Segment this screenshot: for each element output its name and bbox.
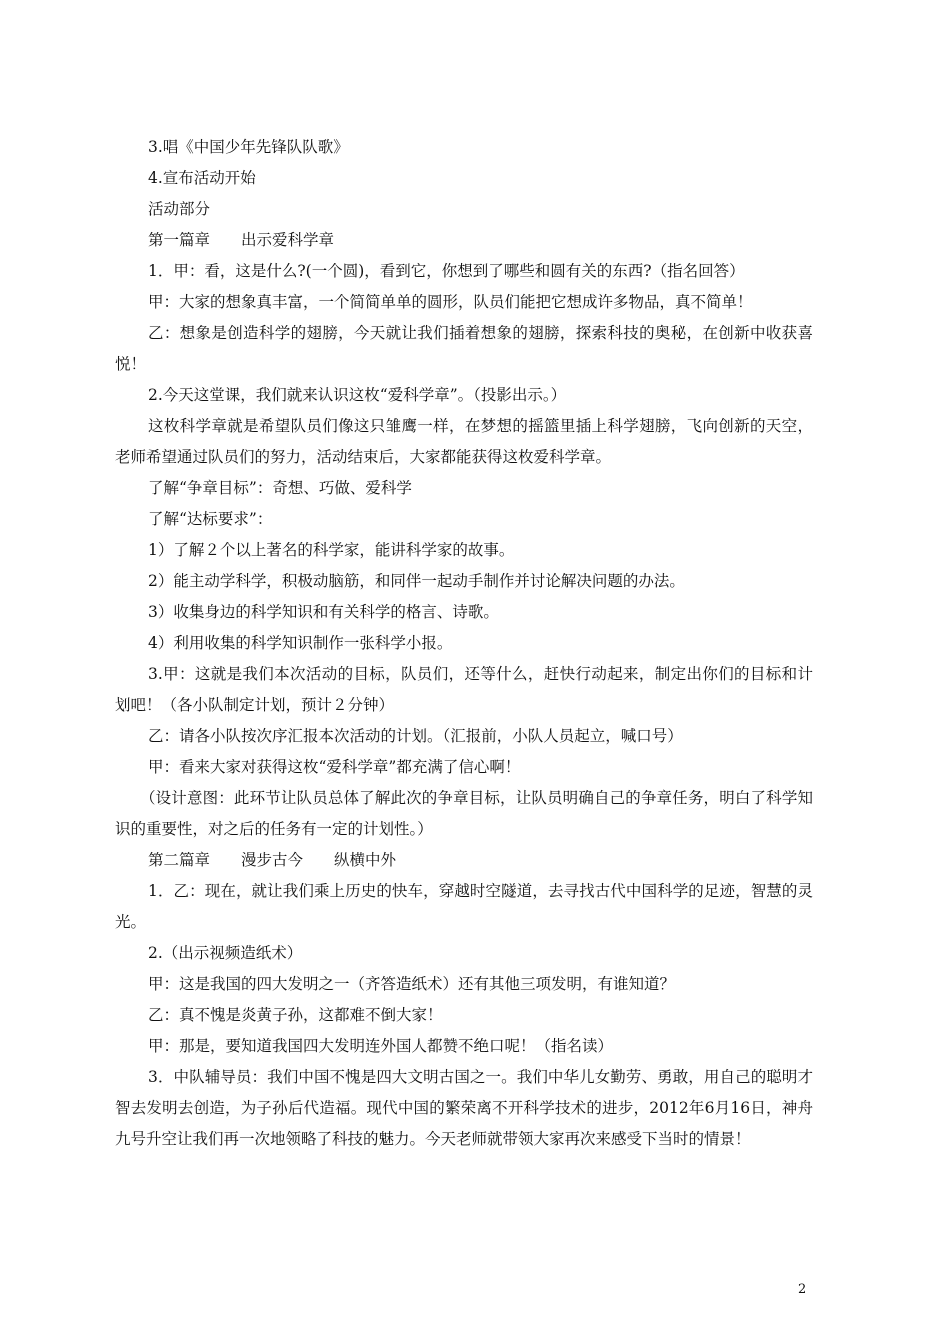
text-line: 甲：那是，要知道我国四大发明连外国人都赞不绝口呢！（指名读） bbox=[148, 1037, 614, 1055]
section-heading: 活动部分 bbox=[148, 200, 211, 218]
text-line: 甲：大家的想象真丰富，一个简简单单的圆形，队员们能把它想成许多物品，真不简单！ bbox=[148, 293, 753, 311]
text-line: 甲：这是我国的四大发明之一（齐答造纸术）还有其他三项发明，有谁知道？ bbox=[148, 975, 676, 993]
text-line: 3.唱《中国少年先锋队队歌》 bbox=[148, 138, 349, 156]
list-item: 2）能主动学科学，积极动脑筋，和同伴一起动手制作并讨论解决问题的办法。 bbox=[148, 572, 685, 590]
text-line: 2.（出示视频造纸术） bbox=[148, 944, 303, 962]
text-line: 了解“达标要求”： bbox=[148, 510, 273, 528]
paragraph: 3．中队辅导员：我们中国不愧是四大文明古国之一。我们中华儿女勤劳、勇敢，用自己的聪明才智去发明去创造，为子孙后代造福。现代中国的繁荣离不开科学技术的进步，2012年6月16日，神舟九号升空让我们再一次地领略了科技的魅力。今天老师就带领大家再次来感受下当时的情景！ bbox=[115, 1068, 813, 1148]
list-item: 3）收集身边的科学知识和有关科学的格言、诗歌。 bbox=[148, 603, 499, 621]
paragraph: 这枚科学章就是希望队员们像这只雏鹰一样，在梦想的摇篮里插上科学翅膀，飞向创新的天空，老师希望通过队员们的努力，活动结束后，大家都能获得这枚爱科学章。 bbox=[115, 417, 813, 466]
text-line: 乙：请各小队按次序汇报本次活动的计划。（汇报前，小队人员起立，喊口号） bbox=[148, 727, 683, 745]
text-line: 了解“争章目标”：奇想、巧做、爱科学 bbox=[148, 479, 412, 497]
text-line: 4.宣布活动开始 bbox=[148, 169, 256, 187]
text-line: 2.今天这堂课，我们就来认识这枚“爱科学章”。（投影出示。） bbox=[148, 386, 567, 404]
text-line: 甲：看来大家对获得这枚“爱科学章”都充满了信心啊！ bbox=[148, 758, 521, 776]
paragraph: （设计意图：此环节让队员总体了解此次的争章目标，让队员明确自己的争章任务，明白了科学知识的重要性，对之后的任务有一定的计划性。） bbox=[115, 789, 813, 838]
text-line: 1．甲：看，这是什么?(一个圆)，看到它，你想到了哪些和圆有关的东西?（指名回答） bbox=[148, 262, 745, 280]
list-item: 1）了解２个以上著名的科学家，能讲科学家的故事。 bbox=[148, 541, 515, 559]
paragraph: 3.甲：这就是我们本次活动的目标，队员们，还等什么，赶快行动起来，制定出你们的目标和计划吧！（各小队制定计划，预计２分钟） bbox=[115, 665, 813, 714]
list-item: 4）利用收集的科学知识制作一张科学小报。 bbox=[148, 634, 453, 652]
document-body bbox=[115, 132, 813, 1155]
paragraph: 1．乙：现在，就让我们乘上历史的快车，穿越时空隧道，去寻找古代中国科学的足迹，智慧的灵光。 bbox=[115, 882, 813, 931]
paragraph: 乙：想象是创造科学的翅膀，今天就让我们插着想象的翅膀，探索科技的奥秘，在创新中收获喜悦！ bbox=[115, 324, 813, 373]
text-line: 乙：真不愧是炎黄子孙，这都难不倒大家！ bbox=[148, 1006, 443, 1024]
chapter-heading: 第一篇章 出示爱科学章 bbox=[148, 231, 335, 249]
chapter-heading: 第二篇章 漫步古今 纵横中外 bbox=[148, 851, 397, 869]
page-number: 2 bbox=[798, 1282, 807, 1297]
